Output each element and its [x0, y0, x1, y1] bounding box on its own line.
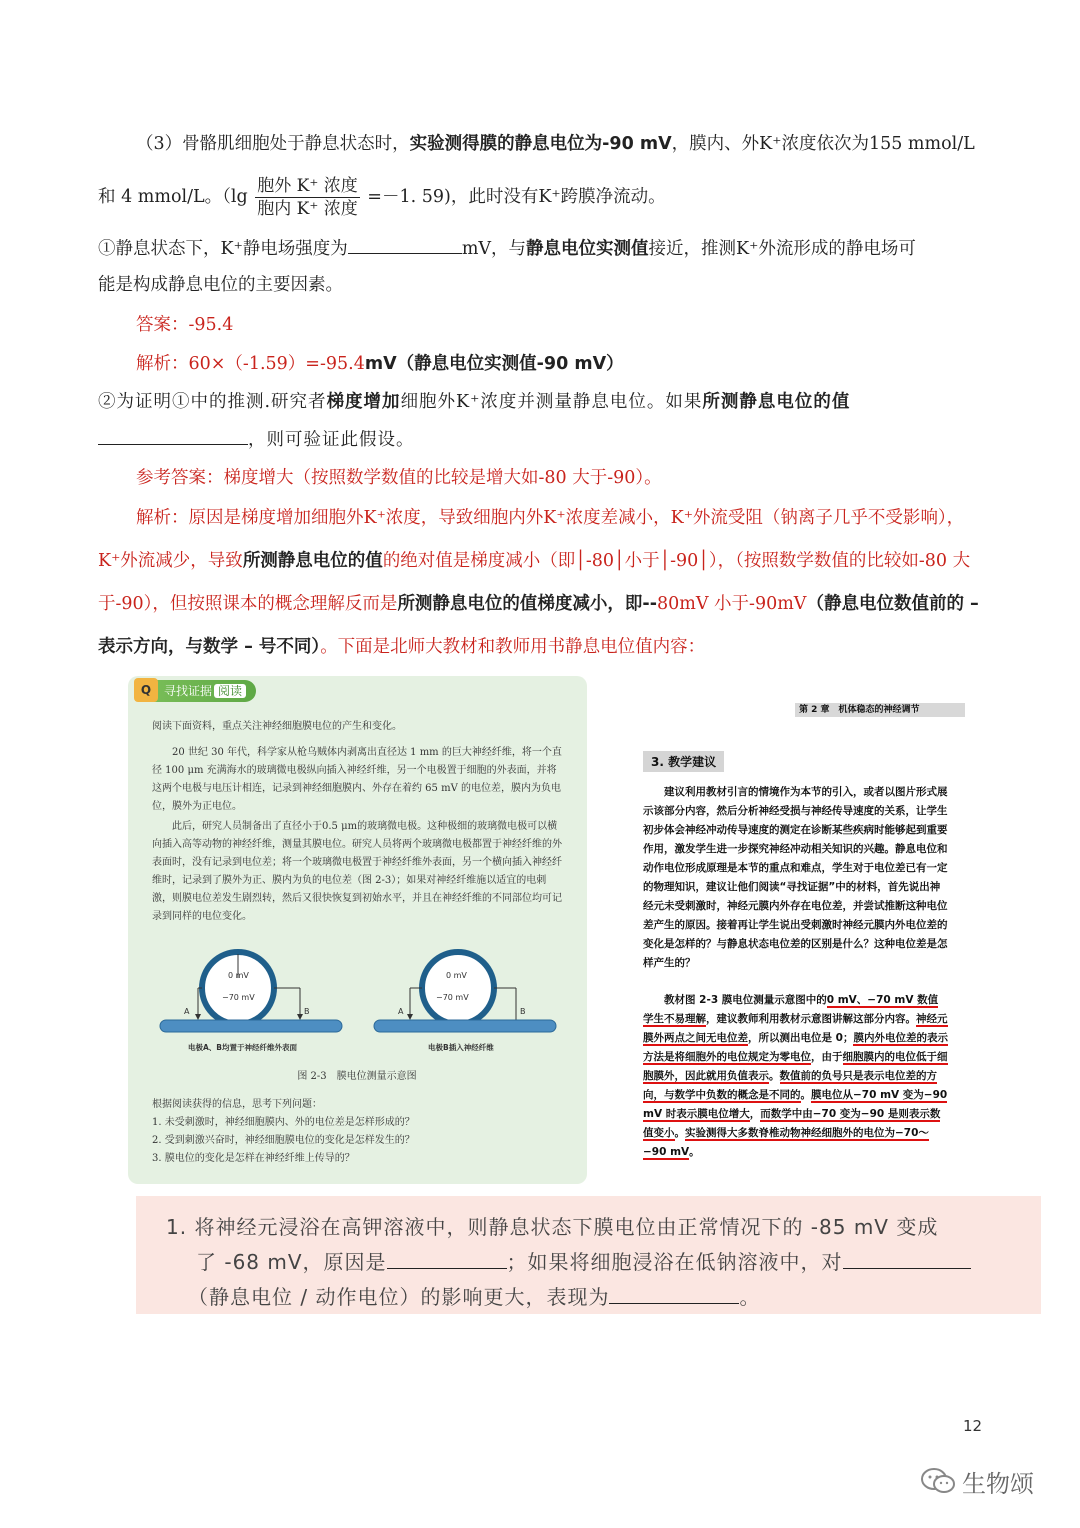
exp2-bold-h: （静息电位数值前的 – 表示方向，与数学 – 号不同） [98, 594, 979, 657]
p2-text-i: 。 [689, 1146, 700, 1158]
explanation-1-bold: mV（静息电位实测值-90 mV） [364, 354, 624, 374]
answer-1 [136, 305, 1020, 345]
right-label-a: A [398, 1007, 404, 1016]
textbook-reading-box [128, 676, 587, 1184]
chapter-header: 第 2 章 机体稳态的神经调节 [799, 705, 920, 715]
figure-caption: 图 2-3 膜电位测量示意图 [297, 1071, 417, 1082]
left-label-b: B [304, 1007, 310, 1016]
exp2-bold-f: 所测静息电位的值梯度减小，即-- [397, 594, 657, 614]
exp2-text-b: 响），K⁺外流减少，导致 [98, 508, 965, 571]
left-0mv-label: 0 mV [228, 971, 249, 980]
pink-blank-2[interactable] [843, 1244, 971, 1269]
p2-text-b: ，建议教师利用教材示意图讲解这部分内容。 [706, 1013, 916, 1025]
fraction-numerator: 胞外 K⁺ 浓度 [257, 176, 358, 196]
magnifier-icon: Q [134, 678, 158, 702]
explanation-1 [136, 344, 1020, 384]
p2-text-e: 。 [769, 1070, 780, 1082]
answer-blank-1[interactable] [348, 233, 462, 254]
reading-para-2: 此后，研究人员制备出了直径小于0.5 μm的玻璃微电极。这种极细的玻璃微电极可以横向插入高等动物的神经纤维，测量其膜电位。研究人员将两个玻璃微电极都置于神经纤维的外表面时，没有记录到电位差；将一个玻璃微电极置于神经纤维外表面，另一个横向插入神经纤维时，记录到了膜外为正、膜内为负的电位差（图 2-3）；如果对神经纤维施以适宜的电刺激，则膜电位差发生剧烈转，然后又很快恢复到初始水平，并且在神经纤维的不同部位均可记录到同样的电位变化。 [152, 821, 562, 922]
reading-intro: 阅读下面资料，重点关注神经细胞膜电位的产生和变化。 [152, 721, 402, 732]
watermark [920, 1466, 1034, 1496]
answer-1-text: 答案：-95.4 [136, 315, 234, 335]
answer-blank-2[interactable] [98, 424, 248, 445]
teaching-suggestion-p2 [643, 991, 948, 1162]
q3-text-e: =－1. 59)，此时没有K⁺跨膜净流动。 [367, 187, 666, 207]
left-caption: 电极A、B均置于神经纤维外表面 [188, 1043, 298, 1052]
q3-line1 [136, 124, 986, 164]
p2-text-c: ，所以测出电位是 0； [748, 1032, 854, 1044]
explanation-1-text: 解析：60×（-1.59）=-95.4 [136, 354, 365, 374]
wechat-icon [920, 1467, 956, 1495]
pink-text-d: （静息电位 / 动作电位）的影响更大，表现为 [188, 1285, 610, 1309]
reading-title-badge [138, 680, 256, 702]
section-title: 3. 教学建议 [643, 751, 724, 772]
right-0mv-label: 0 mV [446, 971, 467, 980]
p2-underline-8: 实验测得大多数脊椎动物神经细胞外的电位为−70～−90 mV [643, 1127, 929, 1158]
q3-text-a: （3）骨骼肌细胞处于静息状态时， [136, 134, 410, 154]
q3-bold: 实验测得膜的静息电位为-90 mV [409, 134, 672, 154]
explanation-2 [98, 497, 982, 669]
q3-text-c: ，膜内、外K⁺浓度依次为155 mmol/L [671, 134, 975, 154]
right-voltmeter [422, 952, 494, 1024]
exp2-text-a: 解析：原因是梯度增加细胞外K⁺浓度，导致细胞内外K⁺浓度差减小，K⁺外流受阻（钠离子几乎不受影 [136, 508, 921, 528]
pink-text-e: 。 [739, 1285, 761, 1309]
sub-question-2 [98, 383, 982, 459]
question-2: 2. 受到刺激兴奋时，神经细胞膜电位的变化是怎样发生的？ [152, 1135, 415, 1146]
p2-underline-6: 膜电位从−70 mV 变为−90 mV 时表示膜电位增大 [643, 1089, 948, 1120]
reading-title-b: 阅读 [214, 684, 246, 698]
q3-text-d: 和 4 mmol/L。（lg [98, 187, 248, 207]
p2-text-f: 。 [800, 1089, 811, 1101]
fraction-denominator: 胞内 K⁺ 浓度 [257, 199, 358, 219]
s2-text-a: ②为证明①中的推测.研究者 [98, 392, 327, 412]
exp2-text-i: 。下面是北师大教材和教师用书静息电位值内容： [320, 637, 706, 657]
p2-text-g: ， [749, 1108, 761, 1120]
answer-2-text-a: 参考答案：梯度增大 [136, 468, 294, 488]
membrane-potential-diagram [128, 948, 587, 1068]
s2-bold-2: 所测静息电位的值 [702, 392, 851, 412]
teaching-suggestion-p1: 建议利用教材引言的情境作为本节的引入，或者以图片形式展示该部分内容，然后分析神经受损与神经传导速度的关系，让学生初步体会神经冲动传导速度的测定在诊断某些疾病时能够起到重要作用，激发学生进一步探究神经冲动相关知识的兴趣。静息电位和动作电位形成原理是本节的重点和难点，学生对于电位差已有一定的物理知识，建议让他们阅读“寻找证据”中的材料，首先说出神经元未受刺激时，神经元膜内外存在电位差，并尝试推断这种电位差产生的原因。接着再让学生说出受刺激时神经元膜内外电位差的变化是怎样的？与静息状态电位差的区别是什么？这种电位差是怎样产生的？ [643, 786, 948, 969]
p2-text-h: 。 [674, 1127, 685, 1139]
p2-underline-2: 神经元膜外两点之间无电位差 [643, 1013, 948, 1044]
question-3: 3. 膜电位的变化是怎样在神经纤维上传导的？ [152, 1153, 355, 1164]
s1-text-a: ①静息状态下，K⁺静电场强度为 [98, 239, 348, 259]
answer-2-text-b: （按照数学数值的比较是增大如-80 大于-90）。 [293, 468, 662, 488]
reading-title-a: 寻找证据 [164, 684, 213, 698]
page-number: 12 [963, 1417, 983, 1435]
s2-text-c: 细胞外K⁺浓度并测量静息电位。如果 [400, 392, 703, 412]
left-nerve-fiber [160, 1020, 342, 1032]
p2-text-a: 教材图 2-3 膜电位测量示意图中的 [664, 994, 827, 1006]
p2-text-d: ，由于 [811, 1051, 843, 1063]
pink-blank-1[interactable] [387, 1244, 507, 1269]
p2-underline-4: 细胞膜内的电位低于细胞膜外，因此就用负值表示 [643, 1051, 948, 1082]
log-fraction [255, 175, 359, 220]
sub-question-1 [98, 231, 982, 303]
p2-underline-5: 数值前的负号只是表示电位差的方向，与数学中负数的概念是不同的 [643, 1070, 937, 1101]
teacher-book-excerpt [627, 693, 964, 1183]
watermark-text: 生物颂 [962, 1469, 1034, 1498]
s1-text-b: mV，与 [461, 239, 527, 259]
questions-intro: 根据阅读获得的信息，思考下列问题： [152, 1099, 322, 1110]
pink-text-a: 1. 将神经元浸浴在高钾溶液中，则静息状态下膜电位由正常情况下的 -85 mV 变成 [166, 1215, 939, 1239]
s2-text-e: ，则可验证此假设。 [248, 430, 415, 450]
practice-question-box [136, 1196, 1041, 1314]
right-70mv-label: −70 mV [436, 993, 469, 1002]
p2-underline-1: 0 mV、−70 mV 数值学生不易理解 [643, 994, 939, 1025]
exp2-bold-c: 所测静息电位的值 [242, 551, 383, 571]
p2-underline-3: 膜内外电位差的表示方法是将细胞外的电位规定为零电位 [643, 1032, 948, 1063]
right-caption: 电极B插入神经纤维 [428, 1043, 494, 1052]
left-label-a: A [184, 1007, 190, 1016]
exp2-text-g: 80mV 小于-90mV [656, 594, 807, 614]
right-nerve-fiber [374, 1020, 556, 1032]
exp2-text-e: 值的比较如-80 大于-90），但按照课本的概念理解反而是 [98, 551, 971, 614]
practice-question [166, 1210, 1026, 1314]
s1-text-e: 能是构成静息电位的主要因素。 [98, 275, 343, 295]
right-label-b: B [520, 1007, 526, 1016]
p2-underline-7: 而数学中由−70 变为−90 是则表示数值变小 [643, 1108, 941, 1139]
answer-2 [136, 458, 1020, 498]
pink-text-b: 了 -68 mV，原因是 [196, 1250, 387, 1274]
pink-text-c: ；如果将细胞浸浴在低钠溶液中，对 [506, 1250, 843, 1274]
question-1: 1. 未受刺激时，神经细胞膜内、外的电位差是怎样形成的？ [152, 1117, 415, 1128]
pink-blank-3[interactable] [609, 1279, 739, 1304]
exp2-text-d: 的绝对值是梯度减小（即│-80│小于│-90│），（按照数学数 [382, 551, 832, 571]
q3-line2 [98, 174, 982, 220]
s2-bold-1: 梯度增加 [326, 392, 401, 412]
reading-para-1: 20 世纪 30 年代，科学家从枪乌贼体内剥离出直径达 1 mm 的巨大神经纤维，将一个直径 100 μm 充满海水的玻璃微电极纵向插入神经纤维，另一个电极置于细胞的外表面，并将这两个电极与电压计相连，记录到神经细胞膜内、外存在着约 65 mV 的电位差，膜内为负电位，膜外为正电位。 [152, 747, 562, 812]
s1-bold: 静息电位实测值 [526, 239, 649, 259]
s1-text-d: 接近，推测K⁺外流形成的静电场可 [648, 239, 916, 259]
left-70mv-label: −70 mV [222, 993, 255, 1002]
